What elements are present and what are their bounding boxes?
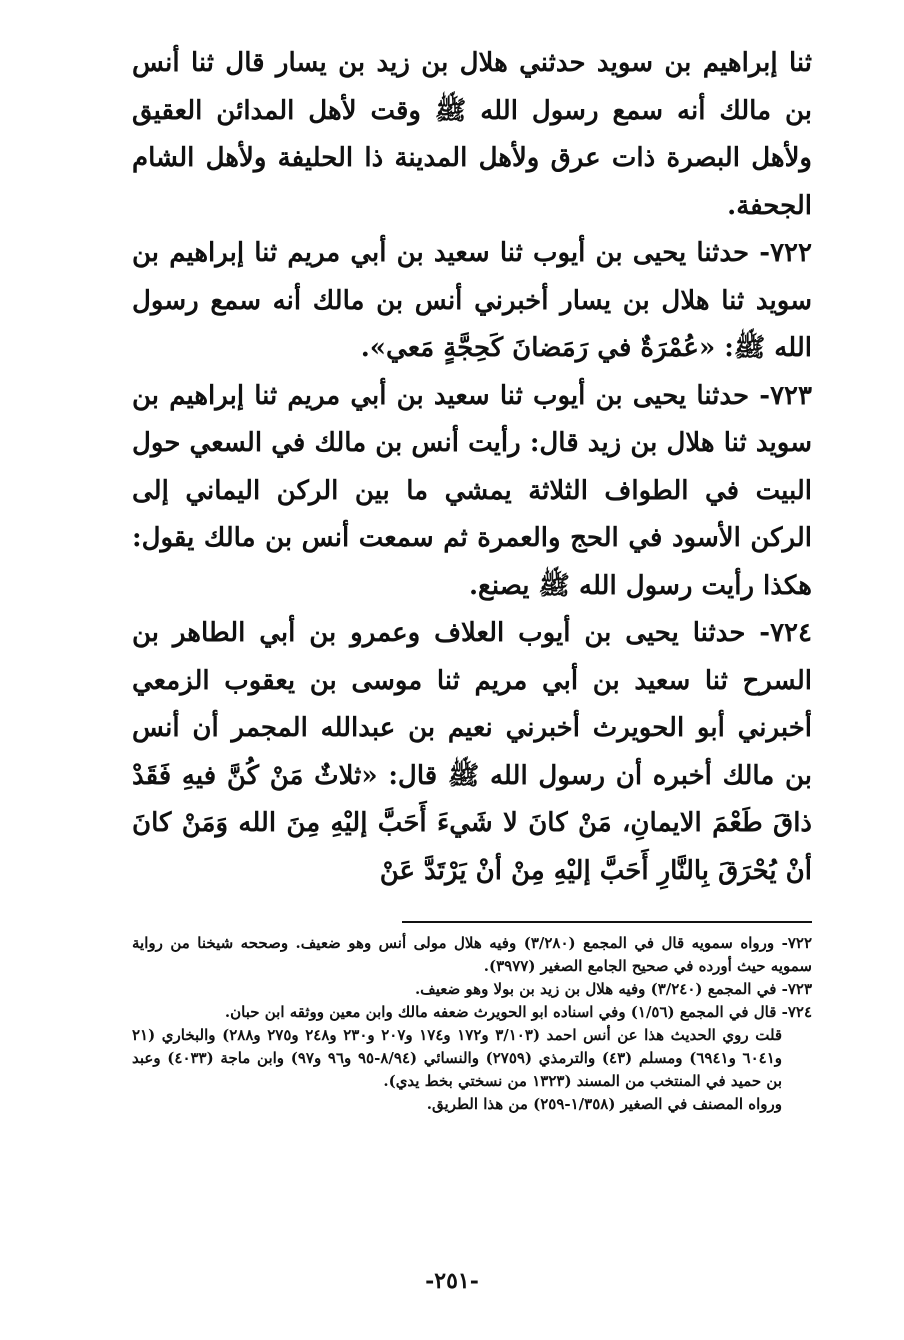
footnote-724-sources: قلت روي الحديث هذا عن أنس احمد (٣/١٠٣ و١٧٢ و١٧٤ و٢٠٧ و٢٣٠ و٢٤٨ و٢٧٥ و٢٨٨) والبخاري (٢١ و٦٠٤١ و٦٩٤١) ومسلم (٤٣) والترمذي (٢٧٥٩) والنسائي (٨/٩٤-٩٥ و٩٦ و٩٧) وابن ماجة (٤٠٣٣) وعبد بن حميد في المنتخب من المسند (١٣٢٣ من نسختي بخط يدي).: [132, 1026, 783, 1090]
hadith-paragraph-continuation: ثنا إبراهيم بن سويد حدثني هلال بن زيد بن يسار قال ثنا أنس بن مالك أنه سمع رسول الله ﷺ وقت لأهل المدائن العقيق ولأهل البصرة ذات عرق ولأهل المدينة ذا الحليفة ولأهل الشام الجحفة.: [132, 48, 812, 221]
main-text: [132, 40, 812, 895]
footnote-724: ٧٢٤- قال في المجمع (١/٥٦) وفي اسناده ابو الحويرث ضعفه مالك وابن معين ووثقه ابن حبان.: [224, 1003, 812, 1021]
page-number: -٢٥١-: [425, 1268, 479, 1294]
footnotes: [132, 932, 812, 1116]
footnote-722: ٧٢٢- ورواه سمويه قال في المجمع (٣/٢٨٠) وفيه هلال مولى أنس وهو ضعيف. وصححه شيخنا من رواية سمويه حيث أورده في صحيح الجامع الصغير (٣٩٧٧).: [132, 934, 812, 975]
footnote-divider: [402, 921, 812, 923]
hadith-paragraph-724: ٧٢٤- حدثنا يحيى بن أيوب العلاف وعمرو بن أبي الطاهر بن السرح ثنا سعيد بن أبي مريم ثنا موسى بن يعقوب الزمعي أخبرني أبو الحويرث أخبرني نعيم بن عبدالله المجمر أن أنس بن مالك أخبره أن رسول الله ﷺ قال: «ثلاثٌ مَنْ كُنَّ فيهِ فَقَدْ ذاقَ طَعْمَ الايمانِ، مَنْ كانَ لا شَيءَ أَحَبَّ إليْهِ مِنَ الله وَمَنْ كانَ أنْ يُحْرَقَ بِالنَّارِ أَحَبَّ إليْهِ مِنْ أنْ يَرْتَدَّ عَنْ: [132, 618, 812, 886]
footnote-723: ٧٢٣- في المجمع (٣/٢٤٠) وفيه هلال بن زيد بن بولا وهو ضعيف.: [414, 980, 812, 998]
footnote-724-author-note: ورواه المصنف في الصغير (١/٣٥٨-٢٥٩) من هذا الطريق.: [426, 1095, 782, 1113]
hadith-paragraph-723: ٧٢٣- حدثنا يحيى بن أيوب ثنا سعيد بن أبي مريم ثنا إبراهيم بن سويد ثنا هلال بن زيد قال: رأيت أنس بن مالك في السعي حول البيت في الطواف الثلاثة يمشي ما بين الركن اليماني إلى الركن الأسود في الحج والعمرة ثم سمعت أنس بن مالك يقول: هكذا رأيت رسول الله ﷺ يصنع.: [132, 380, 812, 601]
hadith-paragraph-722: ٧٢٢- حدثنا يحيى بن أيوب ثنا سعيد بن أبي مريم ثنا إبراهيم بن سويد ثنا هلال بن يسار أخبرني أنس بن مالك أنه سمع رسول الله ﷺ: «عُمْرَةٌ في رَمَضانَ كَحِجَّةٍ مَعي».: [132, 238, 812, 363]
